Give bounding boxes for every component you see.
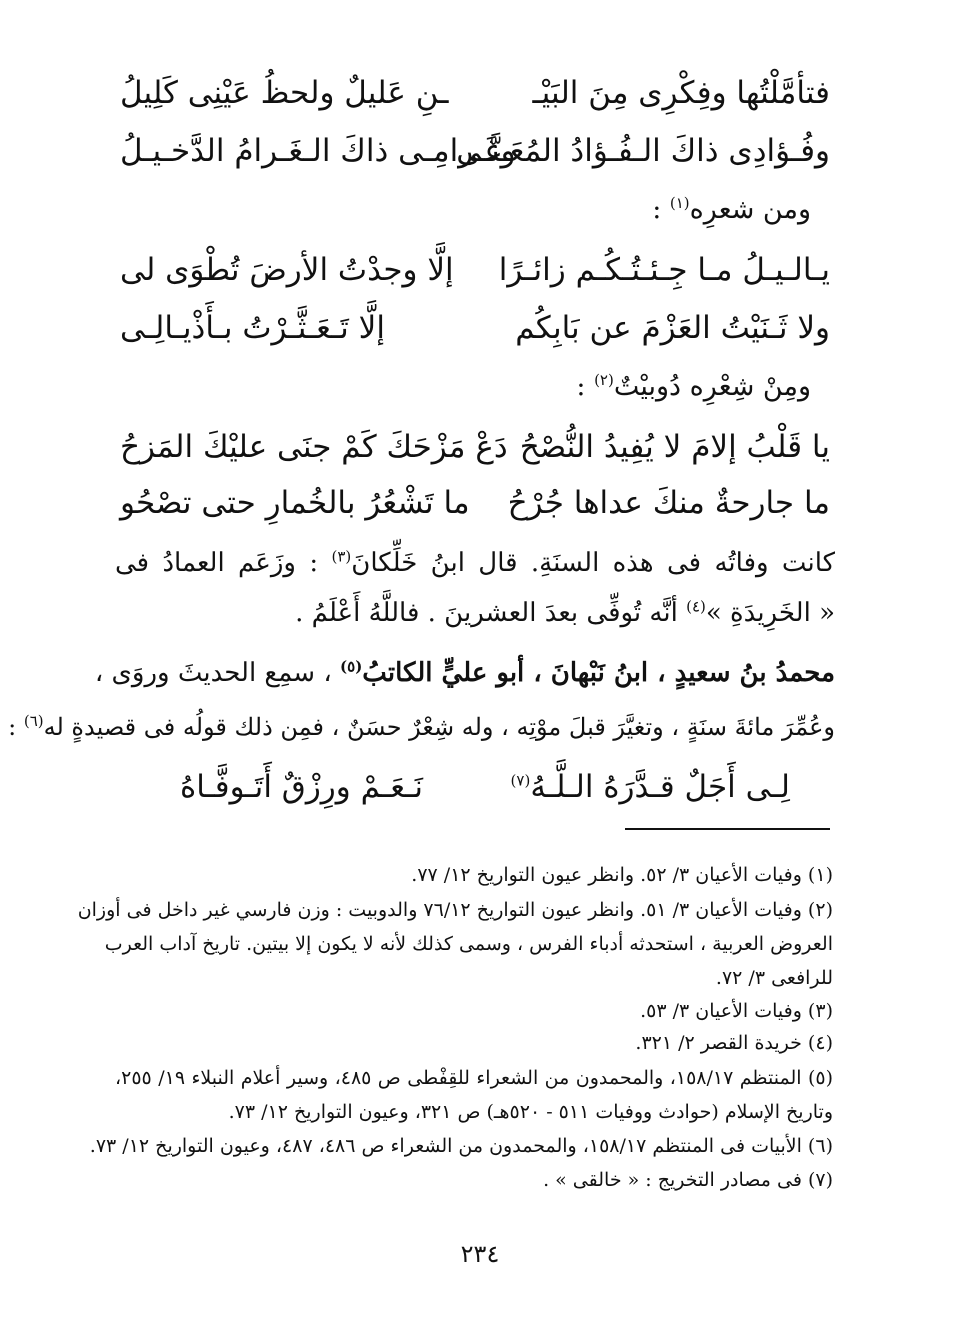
verse-line [120,762,830,812]
intro-colon: : [576,371,595,402]
verse-hemistich-first: ما جارحةٌ منكَ عداها جُرْحُ [507,485,830,521]
footnote: (٧) فى مصادر التخريج : « خالقى » . [543,1169,833,1191]
verse-hemistich-first [511,762,790,812]
footnote-separator [625,828,830,830]
verse-hemistich-second: دَعْ مَزْحَكَ كَمْ جنَى عليْكَ المَزحُ [120,429,508,465]
footnote: وتاريخ الإسلام (حوادث ووفيات ٥١١ - ٥٢٠هـ) ص ٣٢١، وعيون التواريخ ١٢/ ٧٣. [228,1101,833,1123]
verse-hemistich-first: يـالـيـلُ مـا جِـئـتُـكُـم زائـرًا [498,252,830,288]
verse-line [120,478,830,528]
footnote-ref: (٦) [23,712,44,730]
verse-hemistich-second: ما تَشْعُرُ بالخُمارِ حتى تصْحُو [120,485,470,521]
entry-colon: : [8,713,24,741]
verse-hemistich-second: إلَّا تَـعَـثَّـرْتُ بـأَذْيـالِـى [120,310,385,346]
prose-text: كانت وفاتُه فى هذه السنَةِ. قال ابنُ خَلِّكانَ [351,548,835,578]
footnote-ref: (٣) [331,547,352,566]
footnote: (٤) خريدة القصر ٢/ ٣٢١. [635,1032,833,1054]
footnote-ref: (٤) [686,597,706,616]
poem-intro [576,365,811,409]
footnote-ref: (٥) [340,657,363,676]
verse-line [120,303,830,353]
footnote-ref: (٧) [510,771,531,790]
prose-text: « الخَرِيدَةِ » [705,598,835,628]
footnote-ref: (٢) [594,371,614,389]
verse-hemistich-first: فتأمَّلْتُها وفِكْرِى مِنَ البَيْـ [532,75,830,111]
verse-text: لِـى أَجَلٌ قـدَّرَهُ الـلَّـهُ [530,769,790,805]
entry-line [8,702,835,752]
verse-hemistich-second: إلَّا وجدْتُ الأرضَ تُطْوَى لى [120,252,454,288]
verse-line [120,422,830,472]
prose-line [115,538,835,588]
verse-hemistich-second: ـنِ عَليلٌ ولحظُ عَيْنِى كَلِيلُ [120,75,449,111]
verse-hemistich-second: نَـعَـمْ ورِزْقٌ أَتَـوفَّـاهُ [180,769,423,805]
footnote: (٢) وفيات الأعيان ٣/ ٥١. وانظر عيون التواريخ ٧٦/١٢ والدوبيت : وزن فارسي غير داخل فى أوزان [77,899,833,921]
verse-hemistich-second: وغَـرامِـى ذاكَ الـغَـرامُ الدَّخـيـلُ [120,133,516,169]
prose-text: : وزَعَم العمادُ فى [115,548,332,578]
footnote: (٣) وفيات الأعيان ٣/ ٥٣. [640,1000,833,1022]
prose-line [115,588,835,638]
intro-text: ومِنْ شِعْرِه دُوبيْتٌ [613,371,811,402]
intro-colon: : [652,194,670,225]
footnote: للرافعى ٣/ ٧٢. [715,967,833,989]
entry-line [94,648,835,698]
footnote-ref: (١) [669,194,690,212]
intro-text: ومن شعرِه [689,194,811,225]
footnote: (٦) الأبيات فى المنتظم ١٥٨/١٧، والمحمدون من الشعراء ص ٤٨٦، ٤٨٧، وعيون التواريخ ١٢/ ٧٣. [89,1135,833,1157]
footnote: (١) وفيات الأعيان ٣/ ٥٢. وانظر عيون التواريخ ١٢/ ٧٧. [411,864,833,886]
verse-line [120,126,830,176]
verse-hemistich-first: ولا ثَـنَيْتُ العَزْمَ عن بَابِكُم [515,310,830,346]
footnote: (٥) المنتظم ١٥٨/١٧، والمحمدون من الشعراء للقِفْطى ص ٤٨٥، وسير أعلام النبلاء ١٩/ ٢٥٥، [115,1067,833,1089]
footnote: العروض العربية ، استحدثه أدباء الفرس ، وسمى كذلك لأنه لا يكون إلا بيتين. تاريخ آداب العرب [104,933,833,955]
entry-name: محمدُ بنُ سعيدٍ ، ابنُ نَبْهانَ ، أبو عليٍّ الكاتبُ [362,658,835,688]
poem-intro [652,188,811,232]
verse-hemistich-first: يا قَلْبُ إلامَ لا يُفِيدُ النُّصْحُ [519,429,830,465]
verse-line [120,245,830,295]
verse-hemistich-first: وفُـؤادِى ذاكَ الـفُـؤادُ المُعَـنَّـى [456,133,830,169]
prose-text: أنَّه تُوفِّى بعدَ العشرينَ . فاللَّهُ أَعْلَمُ . [295,598,687,628]
page-number: ٢٣٤ [460,1240,500,1268]
entry-text: ، سمِع الحديثَ وروَى ، [94,658,341,688]
entry-text: وعُمِّرَ مائةَ سنَةٍ ، وتغيَّرَ قبلَ موْتِه ، وله شِعْرٌ حسَنٌ ، فمِن ذلك قولُه فى قصيدةٍ له [43,713,835,741]
verse-line [120,68,830,118]
